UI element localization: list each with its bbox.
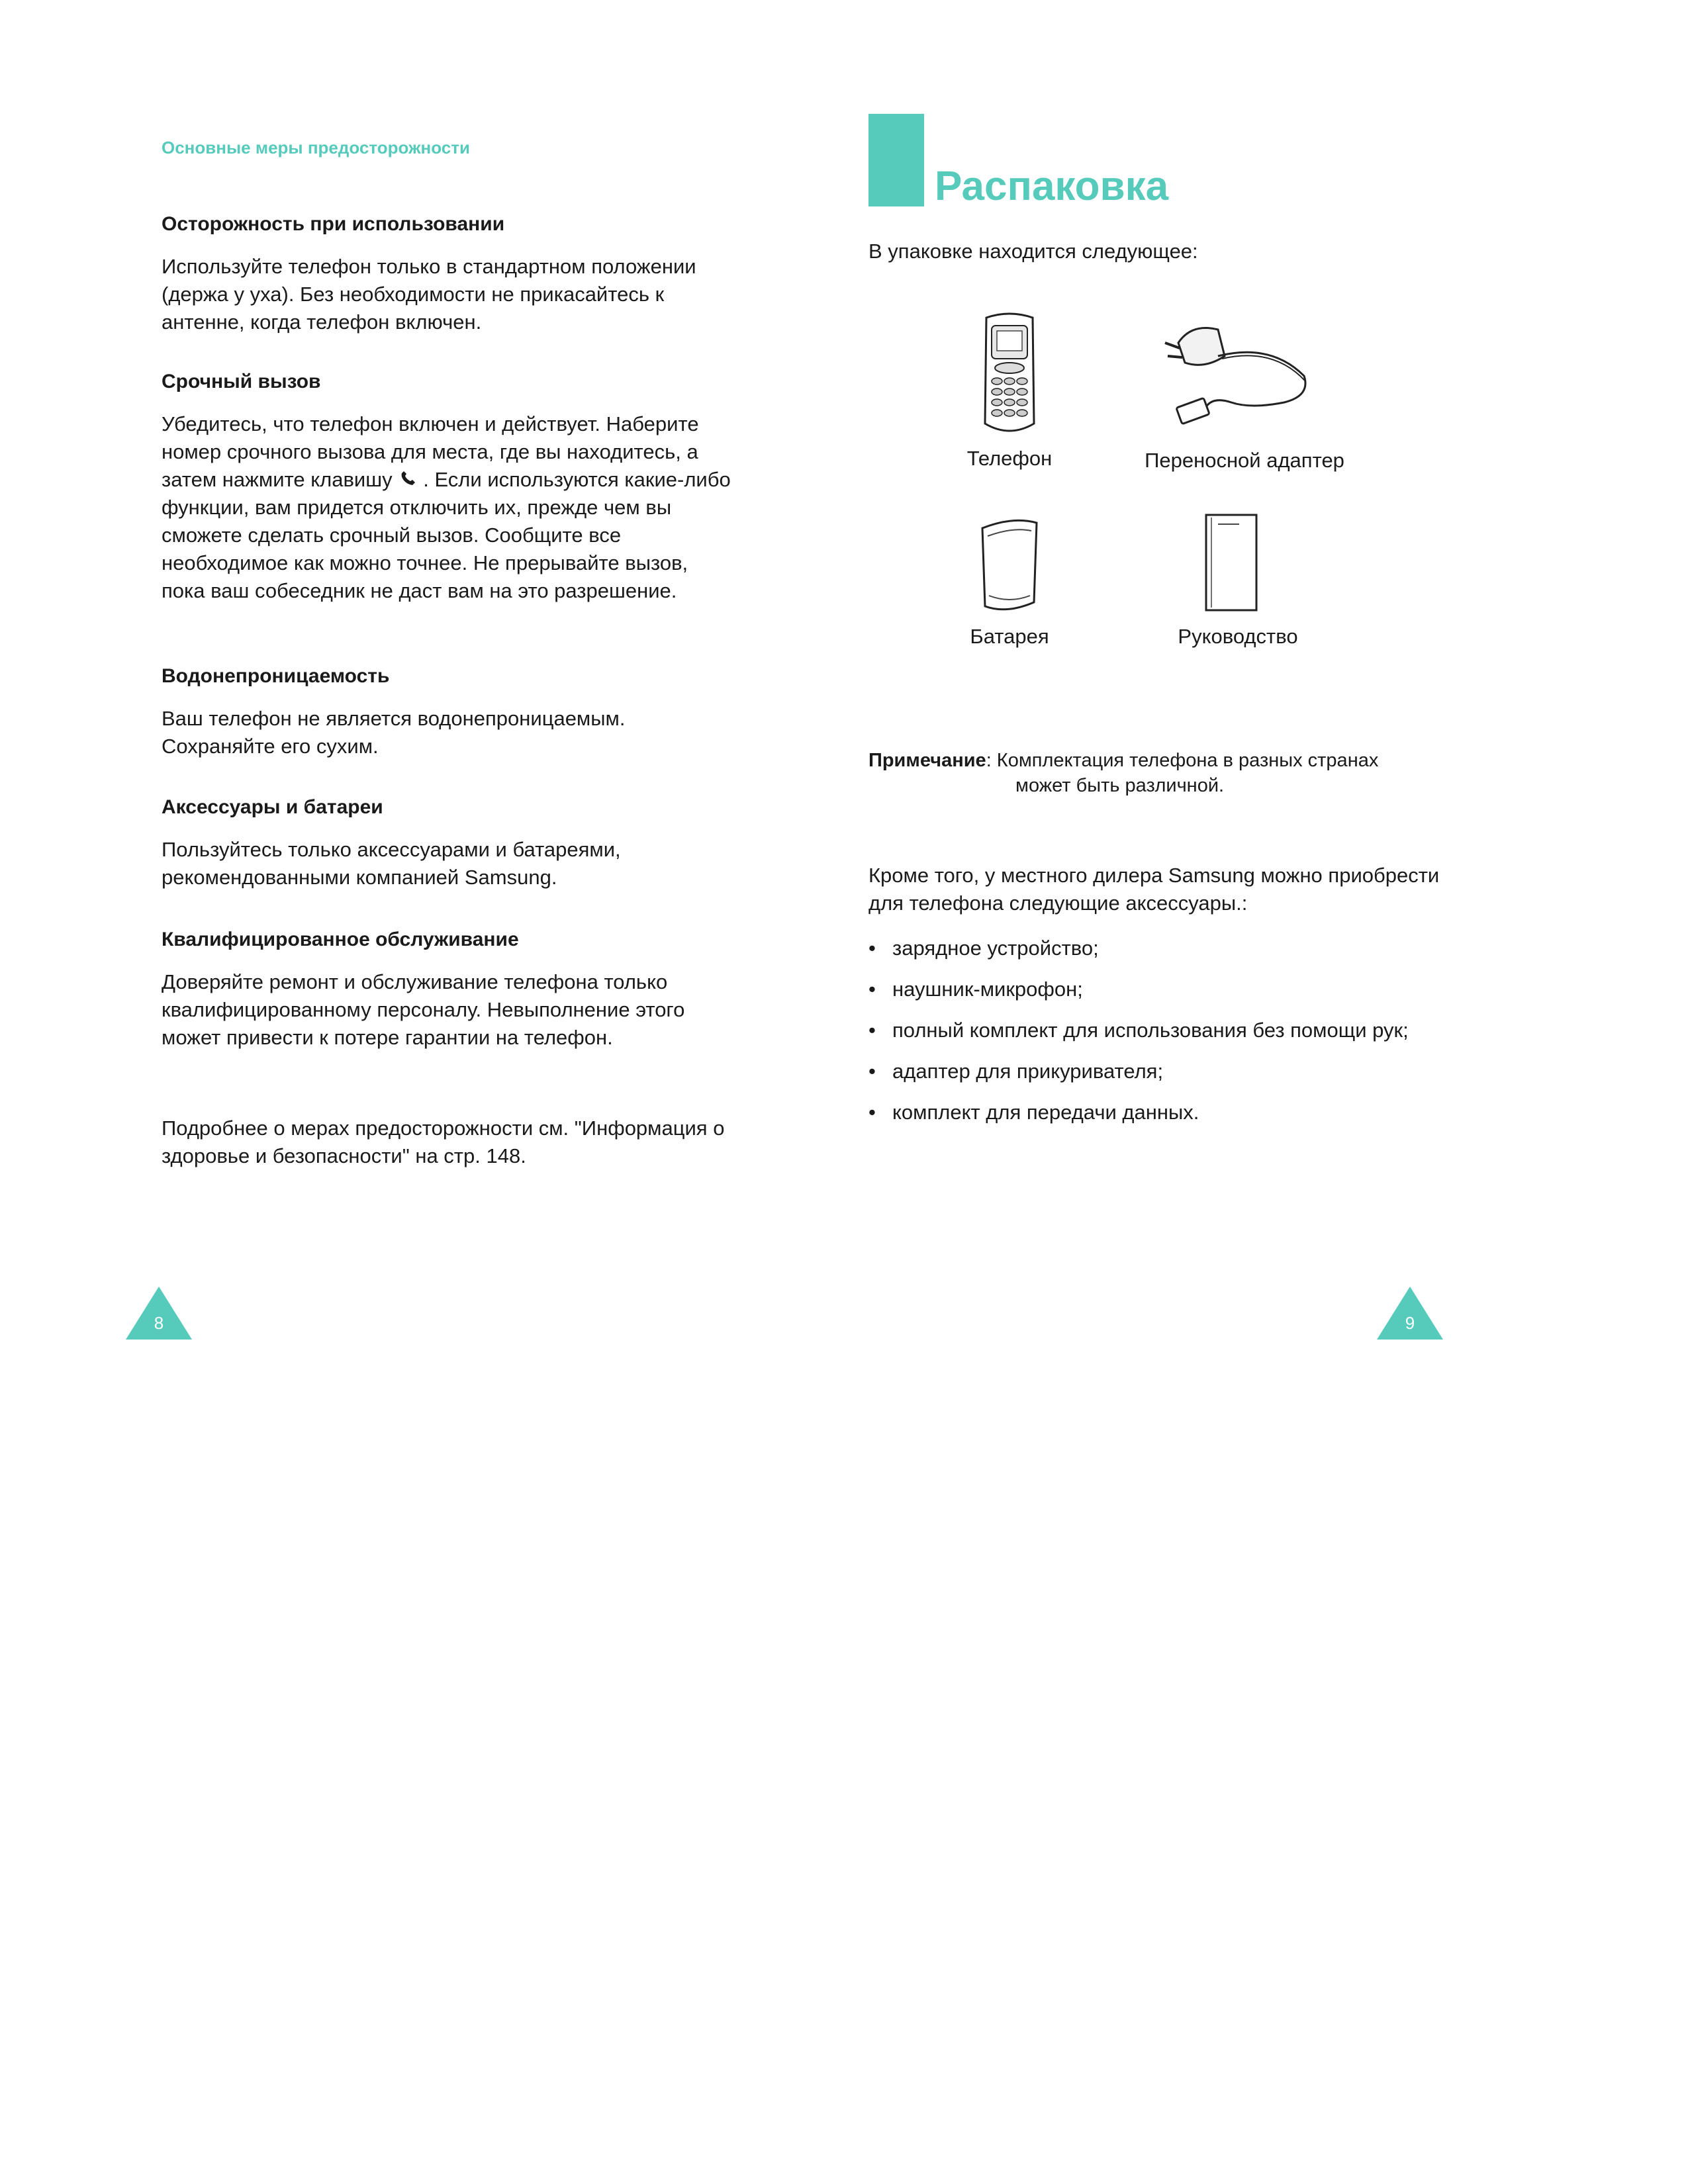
note-continuation: может быть различной. [1015, 775, 1225, 796]
page-number-badge-right [1377, 1287, 1443, 1340]
page-title: Распаковка [935, 163, 1169, 209]
section-text: Пользуйтесь только аксессуарами и батареями, рекомендованными компанией Samsung. [162, 838, 621, 889]
section-usage-care [162, 213, 731, 336]
manual-icon [1198, 510, 1264, 615]
text-after-icon: . Если используются какие-либо функции, вам придется отключить их, прежде чем вы сможете сделать срочный вызов. Сообщите все необходимое как можно точнее. Не прерывайте вызов, пока ваш собеседник не даст вам на это разрешение. [162, 468, 731, 602]
note-label: Примечание [868, 750, 986, 771]
section-heading: Водонепроницаемость [162, 665, 390, 687]
section-qualified-service [162, 929, 731, 1052]
item-caption: Руководство [1178, 625, 1298, 648]
send-key-icon [398, 471, 423, 488]
title-accent-block [868, 114, 924, 206]
running-header: Основные меры предосторожности [162, 138, 470, 158]
section-heading: Квалифицированное обслуживание [162, 929, 519, 950]
section-text: Ваш телефон не является водонепроницаемым. Сохраняйте его сухим. [162, 707, 626, 758]
section-heading: Осторожность при использовании [162, 213, 505, 235]
section-text: Доверяйте ремонт и обслуживание телефона только квалифицированному персоналу. Невыполнение этого может привести к потере гарантии на телефон. [162, 970, 685, 1049]
list-item: • комплект для передачи данных. [868, 1099, 1464, 1126]
section-accessories-batteries [162, 796, 731, 891]
accessories-list [868, 934, 1464, 1140]
section-heading: Срочный вызов [162, 371, 321, 392]
list-item: • наушник-микрофон; [868, 976, 1464, 1003]
section-heading: Аксессуары и батареи [162, 796, 383, 818]
note-text: : Комплектация телефона в разных странах [986, 750, 1379, 771]
phone-icon [973, 311, 1046, 437]
item-caption: Батарея [970, 625, 1049, 648]
list-item: • полный комплект для использования без помощи рук; [868, 1017, 1464, 1044]
package-intro: В упаковке находится следующее: [868, 240, 1198, 263]
adapter-icon [1152, 316, 1317, 429]
extra-accessories-intro: Кроме того, у местного дилера Samsung можно приобрести для телефона следующие аксессуары.: [868, 864, 1440, 915]
item-caption: Переносной адаптер [1145, 449, 1344, 472]
list-item: • зарядное устройство; [868, 934, 1464, 962]
note [868, 748, 1464, 798]
section-waterproof [162, 665, 731, 760]
battery-icon [973, 516, 1046, 615]
page-number: 8 [154, 1313, 164, 1333]
list-item: • адаптер для прикуривателя; [868, 1058, 1464, 1085]
item-caption: Телефон [966, 447, 1053, 470]
safety-reference-text: Подробнее о мерах предосторожности см. "Информация о здоровье и безопасности" на стр. 148. [162, 1116, 725, 1167]
text-before-icon: Убедитесь, что телефон включен и действует. Наберите номер срочного вызова для места, где вы находитесь, а затем нажмите клавишу [162, 412, 699, 491]
page-number: 9 [1405, 1313, 1415, 1333]
page-number-badge-left [126, 1287, 192, 1340]
section-text: Используйте телефон только в стандартном положении (держа у уха). Без необходимости не прикасайтесь к антенне, когда телефон включен. [162, 255, 696, 334]
note-first-line [868, 748, 1464, 773]
safety-reference [162, 1115, 731, 1170]
section-emergency-call [162, 371, 731, 605]
section-text [162, 410, 731, 605]
